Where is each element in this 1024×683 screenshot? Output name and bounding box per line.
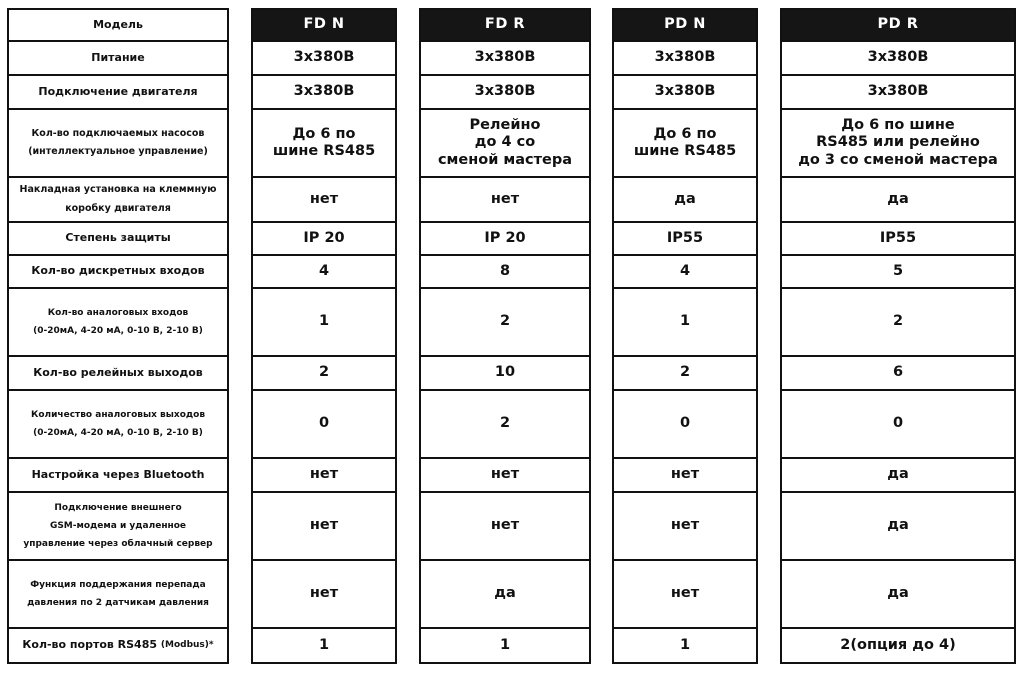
value-cell: IP 20 [419,223,591,256]
row-label-rs485: Кол-во портов RS485 (Modbus)* [7,629,229,664]
model-column-pd-n [612,8,758,664]
value-cell: 2 [419,391,591,459]
value-cell: IP 20 [251,223,397,256]
row-label-mounting: Накладная установка на клеммную коробку двигателя [7,178,229,223]
value-cell: 1 [419,629,591,664]
value-cell: IP55 [780,223,1016,256]
row-label-gsm: Подключение внешнего GSM-модема и удаленное управление через облачный сервер [7,493,229,561]
value-cell: До 6 по шине RS485 [251,110,397,178]
parameter-column [7,8,229,664]
value-cell: 3x380В [251,76,397,110]
value-cell: 2 [780,289,1016,357]
value-cell: IP55 [612,223,758,256]
value-cell: До 6 по шине RS485 [612,110,758,178]
model-header-pd-r: PD R [780,8,1016,42]
value-cell: нет [251,459,397,493]
model-header-fd-n: FD N [251,8,397,42]
header-label-cell [7,8,229,42]
value-cell: 3x380В [612,42,758,76]
value-cell: Релейно до 4 со сменой мастера [419,110,591,178]
value-cell: нет [612,459,758,493]
value-cell: 6 [780,357,1016,391]
value-cell: 1 [251,629,397,664]
value-cell: 1 [251,289,397,357]
row-label-power: Питание [7,42,229,76]
value-cell: 2(опция до 4) [780,629,1016,664]
value-cell: 3x380В [419,42,591,76]
value-cell: нет [251,561,397,629]
value-cell: 3x380В [780,76,1016,110]
model-column-fd-r [419,8,591,664]
value-cell: да [419,561,591,629]
row-label-protection: Степень защиты [7,223,229,256]
model-header-fd-r: FD R [419,8,591,42]
row-label-motor-connection: Подключение двигателя [7,76,229,110]
row-label-digital-inputs: Кол-во дискретных входов [7,256,229,289]
row-label-analog-inputs: Кол-во аналоговых входов (0-20мА, 4-20 мА, 0-10 В, 2-10 В) [7,289,229,357]
value-cell: да [780,493,1016,561]
value-cell: 3x380В [780,42,1016,76]
value-cell: 5 [780,256,1016,289]
model-header-pd-n: PD N [612,8,758,42]
value-cell: нет [251,178,397,223]
row-label-relay-outputs: Кол-во релейных выходов [7,357,229,391]
row-label-pumps: Кол-во подключаемых насосов (интеллектуальное управление) [7,110,229,178]
model-column-pd-r [780,8,1016,664]
value-cell: 2 [419,289,591,357]
value-cell: да [780,561,1016,629]
value-cell: 3x380В [419,76,591,110]
value-cell: 3x380В [251,42,397,76]
row-label-bluetooth: Настройка через Bluetooth [7,459,229,493]
value-cell: 4 [251,256,397,289]
value-cell: 2 [251,357,397,391]
value-cell: да [780,459,1016,493]
value-cell: 1 [612,289,758,357]
value-cell: 3x380В [612,76,758,110]
value-cell: 8 [419,256,591,289]
value-cell: 2 [612,357,758,391]
modbus-note: (Modbus)* [160,639,214,650]
value-cell: 10 [419,357,591,391]
value-cell: нет [612,561,758,629]
value-cell: нет [612,493,758,561]
value-cell: 4 [612,256,758,289]
value-cell: нет [419,459,591,493]
row-label-pressure: Функция поддержания перепада давления по 2 датчикам давления [7,561,229,629]
model-column-fd-n [251,8,397,664]
row-label-analog-outputs: Количество аналоговых выходов (0-20мА, 4-20 мА, 0-10 В, 2-10 В) [7,391,229,459]
value-cell: 0 [612,391,758,459]
value-cell: нет [419,178,591,223]
value-cell: До 6 по шине RS485 или релейно до 3 со сменой мастера [780,110,1016,178]
value-cell: 0 [780,391,1016,459]
value-cell: 1 [612,629,758,664]
value-cell: да [612,178,758,223]
value-cell: нет [419,493,591,561]
value-cell: нет [251,493,397,561]
value-cell: 0 [251,391,397,459]
header-label: Модель [93,17,143,31]
value-cell: да [780,178,1016,223]
